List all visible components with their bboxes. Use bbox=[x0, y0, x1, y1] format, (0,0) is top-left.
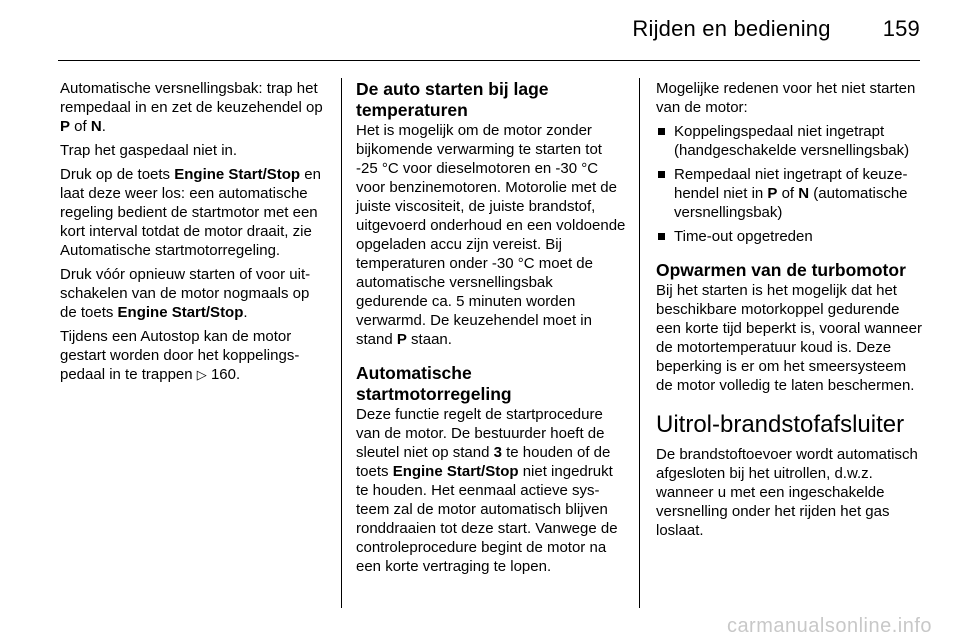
paragraph-automatic-starter: Deze functie regelt de startprocedure van de motor. De bestuurder hoeft de sleutel niet op stand 3 te houden of de toets Engine Start/Stop niet ingedrukt te houden. Het eenmaal actieve systeem zal de motor automatisch blijven ronddraaien tot deze start. Vanwege de controleprocedure begint de motor na een korte vertraging te lopen. bbox=[356, 406, 618, 575]
list-item: Rempedaal niet ingetrapt of keuzehendel niet in P of N (automatische versnellingsbak) bbox=[656, 165, 924, 222]
cross-reference-arrow-icon: ▷ bbox=[196, 367, 207, 382]
paragraph-fuel-cutoff: De brandstoftoevoer wordt automatisch afgesloten bij het uitrollen, d.w.z. wanneer u met een ingeschakelde versnelling onder het rijden het gas loslaat. bbox=[656, 446, 918, 539]
column-divider-1 bbox=[341, 78, 342, 608]
watermark: carmanualsonline.info bbox=[726, 615, 932, 637]
column-divider-2 bbox=[639, 78, 640, 608]
column-right bbox=[656, 79, 924, 545]
page-number: 159 bbox=[882, 16, 920, 41]
list-item: Time-out opgetreden bbox=[656, 227, 924, 246]
paragraph-restart: Druk vóór opnieuw starten of voor uitschakelen van de motor nogmaals op de toets Engine Start/Stop. bbox=[60, 266, 311, 321]
column-middle bbox=[356, 79, 626, 581]
column-left bbox=[60, 79, 328, 389]
heading-turbo-warmup: Opwarmen van de turbomotor bbox=[656, 260, 906, 280]
header-rule bbox=[58, 60, 920, 61]
list-item: Koppelingspedaal niet ingetrapt (handgeschakelde versnellingsbak) bbox=[656, 122, 924, 160]
section-title: Rijden en bediening bbox=[632, 16, 831, 41]
page-header bbox=[632, 16, 920, 42]
paragraph-accelerator: Trap het gaspedaal niet in. bbox=[60, 142, 238, 159]
paragraph-autostop: Tijdens een Autostop kan de motor gestart worden door het koppelingspedaal in te trappen ▷ 160. bbox=[60, 328, 300, 383]
heading-automatic-starter: Automatische startmotorregeling bbox=[356, 363, 512, 404]
paragraph-reasons: Mogelijke redenen voor het niet starten van de motor: bbox=[656, 80, 916, 116]
paragraph-shift-lever: Automatische versnellingsbak: trap het rempedaal in en zet de keuzehendel op P of N. bbox=[60, 80, 323, 135]
heading-fuel-cutoff: Uitrol-brandstofafsluiter bbox=[656, 411, 905, 438]
paragraph-press-start: Druk op de toets Engine Start/Stop en laat deze weer los: een automatische regeling bedient de startmotor met een kort interval totdat de motor draait, zie Automatische startmotorregeling. bbox=[60, 166, 321, 259]
reasons-list bbox=[656, 122, 924, 246]
paragraph-turbo-warmup: Bij het starten is het mogelijk dat het beschikbare motorkoppel gedurende een korte tijd beperkt is, vooral wanneer de motortemperatuur koud is. Deze beperking is er om het smeersysteem de motor volledig te laten beschermen. bbox=[656, 282, 922, 394]
heading-cold-start: De auto starten bij lage temperaturen bbox=[356, 79, 549, 120]
paragraph-cold-start: Het is mogelijk om de motor zonder bijkomende verwarming te starten tot -25 °C voor dieselmotoren en -30 °C voor benzinemotoren. Motorolie met de juiste viscositeit, de juiste brandstof, uitgevoerd onderhoud en een voldoende opgeladen accu zijn vereist. Bij temperaturen onder -30 °C moet de automatische versnellingsbak gedurende ca. 5 minuten worden verwarmd. De keuzehendel moet in stand P staan. bbox=[356, 122, 626, 348]
